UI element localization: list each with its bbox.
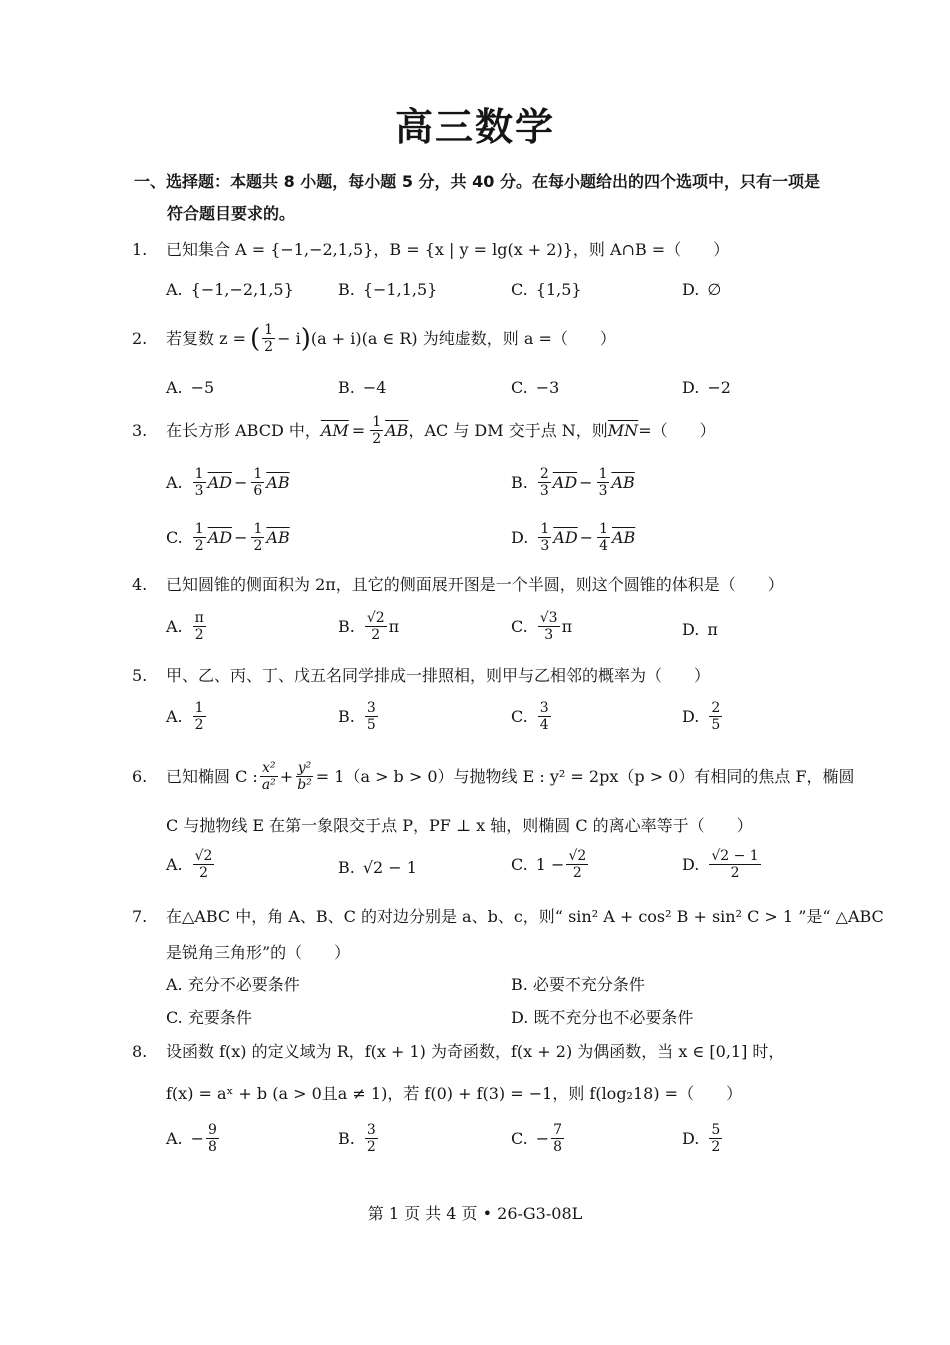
option-d: D. 既不充分也不必要条件 bbox=[511, 1008, 694, 1027]
question-number: 3. bbox=[132, 420, 148, 440]
option-d: D. ∅ bbox=[682, 280, 722, 299]
option-d: D. π bbox=[682, 620, 718, 639]
option-c: C. −3 bbox=[511, 378, 560, 397]
option-d: D. $\frac{√2 - 1}{2}$ bbox=[682, 848, 759, 881]
option-d: D. $\frac{5}{2}$ bbox=[682, 1122, 721, 1155]
question-4: 4. 已知圆锥的侧面积为 2π，且它的侧面展开图是一个半圆，则这个圆锥的体积是（ ） bbox=[132, 575, 784, 594]
option-c: C. $\frac{3}{4}$ bbox=[511, 700, 549, 733]
section-line-1: 一、选择题：本题共 8 小题，每小题 5 分，共 40 分。在每小题给出的四个选项中，只有一项是 bbox=[134, 172, 820, 191]
option-a: A. {−1,−2,1,5} bbox=[166, 280, 294, 299]
question-6: 6. 已知椭圆 C : $\frac{\text{x²}}{\text{a²}}$ + $\frac{\text{y²}}{\text{b²}}$ = 1（a > b > 0）与抛物线 E : y² = 2px（p > 0）有相同的焦点 F，椭圆 bbox=[132, 760, 855, 793]
section-heading bbox=[134, 166, 864, 230]
option-d: D. −2 bbox=[682, 378, 731, 397]
question-8-line-2: f(x) = aˣ + b (a > 0且a ≠ 1)，若 f(0) + f(3) = −1，则 f(log₂18) =（ ） bbox=[166, 1084, 743, 1103]
option-a: A. − $\frac{9}{8}$ bbox=[166, 1122, 217, 1155]
fraction: $\frac{1}{2}$ bbox=[264, 322, 274, 355]
option-a: A. $\frac{√2}{2}$ bbox=[166, 848, 213, 881]
option-b: B. $\frac{3}{2}$ bbox=[338, 1122, 376, 1155]
option-b: B. {−1,1,5} bbox=[338, 280, 438, 299]
section-line-2: 符合题目要求的。 bbox=[167, 204, 296, 223]
page-footer: 第 1 页 共 4 页 • 26-G3-08L bbox=[367, 1204, 583, 1223]
option-c: C. $\frac{1}{2}$ $\overline{AD}$ − $\frac{1}{2}$ $\overline{AB}$ bbox=[166, 521, 290, 554]
option-c: C. $\frac{√3}{3}$ π bbox=[511, 610, 573, 643]
option-b: B. $\frac{3}{5}$ bbox=[338, 700, 376, 733]
option-c: C. − $\frac{7}{8}$ bbox=[511, 1122, 563, 1155]
option-b: B. $\frac{2}{3}$ $\overline{AD}$ − $\frac{1}{3}$ $\overline{AB}$ bbox=[511, 466, 635, 499]
question-5: 5. 甲、乙、丙、丁、戊五名同学排成一排照相，则甲与乙相邻的概率为（ ） bbox=[132, 666, 711, 685]
option-c: C. 充要条件 bbox=[166, 1008, 252, 1027]
option-b: B. $\frac{√2}{2}$ π bbox=[338, 610, 400, 643]
question-number: 2. bbox=[132, 328, 148, 348]
question-7-line-2: 是锐角三角形”的（ ） bbox=[166, 943, 351, 962]
question-2: 2. 若复数 z = ( $\frac{1}{2}$ − i ) (a + i)(a ∈ R) 为纯虚数，则 a =（ ） bbox=[132, 322, 616, 355]
question-1 bbox=[132, 238, 862, 262]
page-title: 高三数学 bbox=[394, 105, 555, 149]
question-number: 1. bbox=[132, 240, 148, 259]
question-3: 3. 在长方形 ABCD 中， $\overline{AM}$ = $\frac{1}{2}$ $\overline{AB}$ ，AC 与 DM 交于点 N，则 $\overline{MN}$ =（ ） bbox=[132, 414, 716, 447]
option-a: A. −5 bbox=[166, 378, 215, 397]
option-a: A. $\frac{1}{2}$ bbox=[166, 700, 204, 733]
question-stem: 已知集合 A = {−1,−2,1,5}，B = {x | y = lg(x + 2)}，则 A∩B =（ ） bbox=[166, 240, 730, 259]
option-c: C. {1,5} bbox=[511, 280, 582, 299]
option-d: D. $\frac{2}{5}$ bbox=[682, 700, 721, 733]
option-b: B. −4 bbox=[338, 378, 387, 397]
question-6-line-2: C 与抛物线 E 在第一象限交于点 P，PF ⊥ x 轴，则椭圆 C 的离心率等于（ ） bbox=[166, 816, 753, 835]
option-a: A. $\frac{\pi}{2}$ bbox=[166, 610, 204, 643]
option-a: A. $\frac{1}{3}$ $\overline{AD}$ − $\frac{1}{6}$ $\overline{AB}$ bbox=[166, 466, 290, 499]
option-b: B. √2 − 1 bbox=[338, 858, 417, 877]
question-8: 8. 设函数 f(x) 的定义域为 R，f(x + 1) 为奇函数，f(x + 2) 为偶函数，当 x ∈ [0,1] 时， bbox=[132, 1042, 785, 1061]
question-7: 7. 在△ABC 中，角 A、B、C 的对边分别是 a、b、c，则“ sin² A + cos² B + sin² C > 1 ”是“ △ABC bbox=[132, 907, 884, 926]
option-b: B. 必要不充分条件 bbox=[511, 975, 645, 994]
option-d: D. $\frac{1}{3}$ $\overline{AD}$ − $\frac{1}{4}$ $\overline{AB}$ bbox=[511, 521, 636, 554]
option-c: C. 1 − $\frac{√2}{2}$ bbox=[511, 848, 587, 881]
option-a: A. 充分不必要条件 bbox=[166, 975, 300, 994]
